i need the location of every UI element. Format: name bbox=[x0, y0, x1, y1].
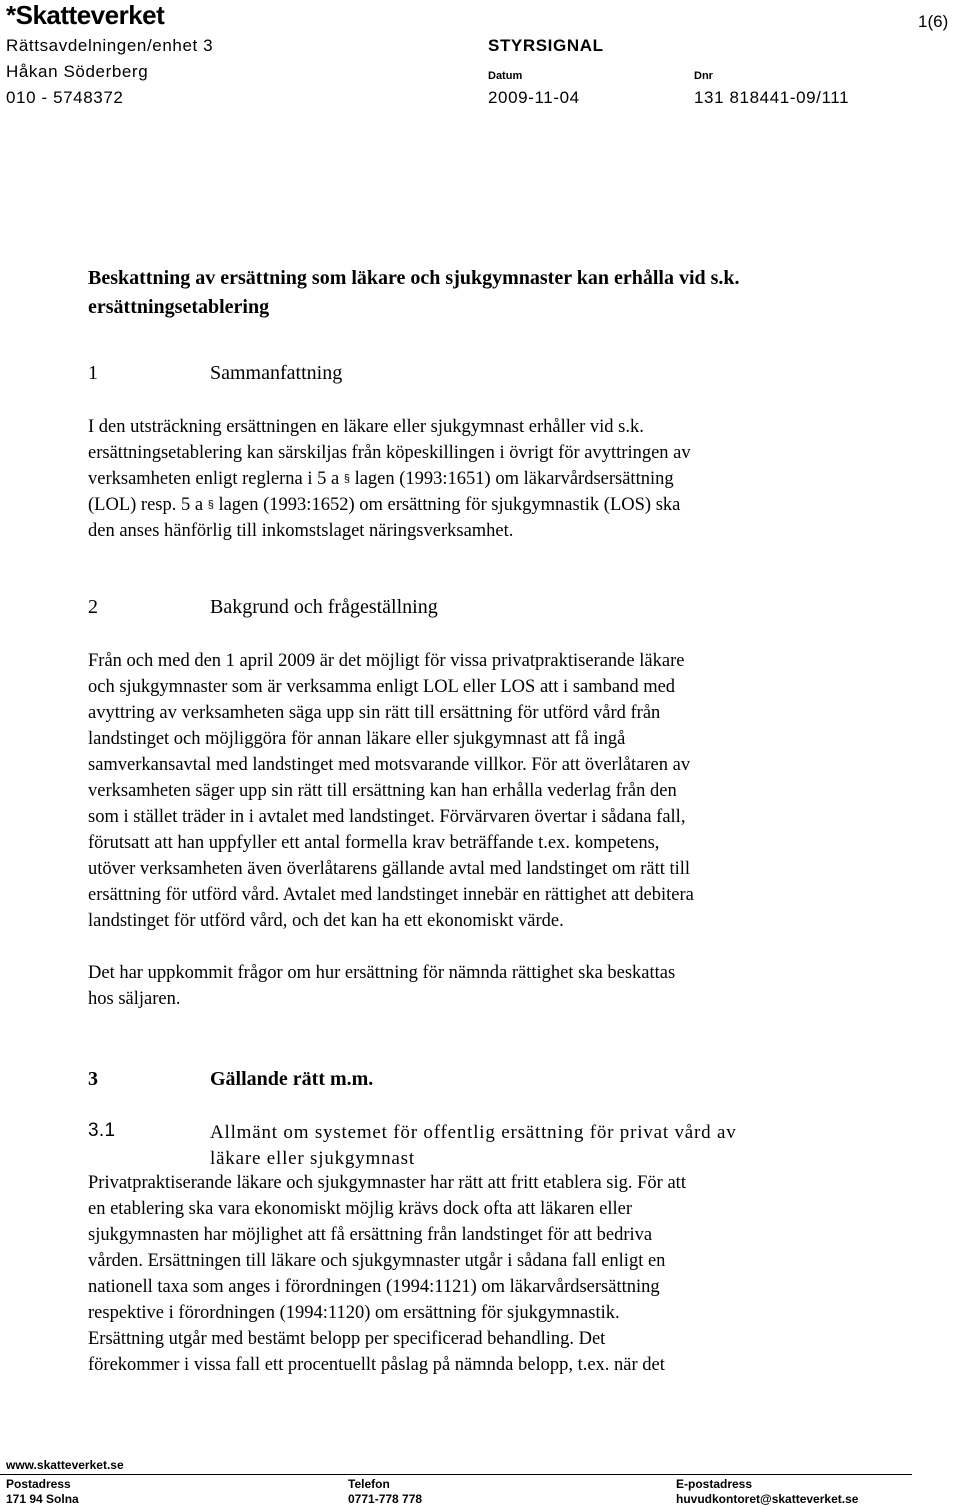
document-type: STYRSIGNAL bbox=[488, 36, 604, 55]
text-line: förutsatt att han uppfyller ett antal formella krav beträffande t.ex. kompetens, bbox=[88, 833, 660, 853]
datum-value: 2009-11-04 bbox=[488, 88, 580, 107]
section-1-number: 1 bbox=[88, 362, 98, 384]
footer-postadress: 171 94 Solna bbox=[6, 1492, 79, 1506]
section-3-number: 3 bbox=[88, 1068, 98, 1090]
page-number: 1(6) bbox=[918, 12, 949, 31]
footer-divider bbox=[0, 1474, 912, 1475]
subsection-3-1-number: 3.1 bbox=[88, 1120, 116, 1141]
text-line: som i stället träder in i avtalet med landstinget. Förvärvaren övertar i sådana fall, bbox=[88, 807, 686, 827]
text-line: avyttring av verksamheten säga upp sin rätt till ersättning för utförd vård från bbox=[88, 703, 661, 723]
skatteverket-logo: *Skatteverket bbox=[6, 0, 165, 30]
text-line: den anses hänförlig till inkomstslaget näringsverksamhet. bbox=[88, 521, 514, 541]
text-line: Privatpraktiserande läkare och sjukgymnaster har rätt att fritt etablera sig. För att bbox=[88, 1173, 686, 1193]
text-line: vården. Ersättningen till läkare och sjukgymnaster utgår i sådana fall enligt en bbox=[88, 1251, 666, 1271]
footer-epost: huvudkontoret@skatteverket.se bbox=[676, 1492, 859, 1506]
section-2-paragraph-2 bbox=[88, 960, 848, 1012]
subsection-3-1-heading bbox=[210, 1120, 737, 1172]
section-2-heading: Bakgrund och frågeställning bbox=[210, 596, 438, 618]
text-line: hos säljaren. bbox=[88, 989, 181, 1009]
text-line: Ersättning utgår med bestämt belopp per specificerad behandling. Det bbox=[88, 1329, 606, 1349]
department: Rättsavdelningen/enhet 3 bbox=[6, 36, 214, 55]
footer-telefon: 0771-778 778 bbox=[348, 1492, 423, 1506]
text-line: och sjukgymnaster som är verksamma enligt LOL eller LOS att i samband med bbox=[88, 677, 676, 697]
text-line: I den utsträckning ersättningen en läkare eller sjukgymnast erhåller vid s.k. bbox=[88, 417, 644, 437]
text-line: samverkansavtal med landstinget med motsvarande villkor. För att överlåtaren av bbox=[88, 755, 691, 775]
section-3-1-paragraph bbox=[88, 1170, 848, 1378]
subsection-heading-line: Allmänt om systemet för offentlig ersättning för privat vård av bbox=[210, 1122, 737, 1143]
footer-telefon-label: Telefon bbox=[348, 1477, 390, 1491]
subsection-heading-line: läkare eller sjukgymnast bbox=[210, 1148, 415, 1169]
text-line: förekommer i vissa fall ett procentuellt påslag på nämnda belopp, t.ex. när det bbox=[88, 1355, 665, 1375]
text-line: ersättning för utförd vård. Avtalet med landstinget innebär en rättighet att debitera bbox=[88, 885, 694, 905]
text-line: Från och med den 1 april 2009 är det möjligt för vissa privatpraktiserande läkare bbox=[88, 651, 685, 671]
section-1-heading: Sammanfattning bbox=[210, 362, 343, 384]
text-line: landstinget för utförd vård, och det kan ha ett ekonomiskt värde. bbox=[88, 911, 564, 931]
text-line: ersättningsetablering kan särskiljas från köpeskillingen i övrigt för avyttringen av bbox=[88, 443, 691, 463]
paragraph-sign-icon: § bbox=[207, 499, 214, 511]
text-line: utöver verksamheten även överlåtarens gällande avtal med landstinget om rätt till bbox=[88, 859, 691, 879]
dnr-label: Dnr bbox=[694, 70, 713, 82]
section-1-paragraph bbox=[88, 414, 848, 544]
contact-phone: 010 - 5748372 bbox=[6, 88, 124, 107]
section-3-heading: Gällande rätt m.m. bbox=[210, 1068, 374, 1090]
section-2-paragraph-1 bbox=[88, 648, 848, 934]
footer-postadress-label: Postadress bbox=[6, 1477, 71, 1491]
paragraph-sign-icon: § bbox=[343, 473, 350, 485]
dnr-value: 131 818441-09/111 bbox=[694, 88, 850, 107]
text-line: en etablering ska vara ekonomiskt möjlig krävs dock ofta att läkaren eller bbox=[88, 1199, 633, 1219]
text-line: verksamheten enligt reglerna i 5 a § lagen (1993:1651) om läkarvårdsersättning bbox=[88, 469, 674, 489]
text-line: Det har uppkommit frågor om hur ersättning för nämnda rättighet ska beskattas bbox=[88, 963, 676, 983]
text-line: respektive i förordningen (1994:1120) om ersättning för sjukgymnastik. bbox=[88, 1303, 620, 1323]
text-line: nationell taxa som anges i förordningen (1994:1121) om läkarvårdsersättning bbox=[88, 1277, 660, 1297]
text-line: landstinget och möjliggöra för annan läkare eller sjukgymnast att få ingå bbox=[88, 729, 626, 749]
datum-label: Datum bbox=[488, 70, 523, 82]
text-line: verksamheten säger upp sin rätt till ersättning kan han erhålla vederlag från den bbox=[88, 781, 677, 801]
text-line: sjukgymnasten har möjlighet att få ersättning från landstinget för att bedriva bbox=[88, 1225, 653, 1245]
footer-epost-label: E-postadress bbox=[676, 1477, 753, 1491]
document-title: Beskattning av ersättning som läkare och sjukgymnaster kan erhålla vid s.k. ersättningsetablering bbox=[88, 267, 740, 318]
footer-website: www.skatteverket.se bbox=[6, 1458, 124, 1472]
text-line: (LOL) resp. 5 a § lagen (1993:1652) om ersättning för sjukgymnastik (LOS) ska bbox=[88, 495, 681, 515]
section-2-number: 2 bbox=[88, 596, 98, 618]
contact-person: Håkan Söderberg bbox=[6, 62, 149, 81]
